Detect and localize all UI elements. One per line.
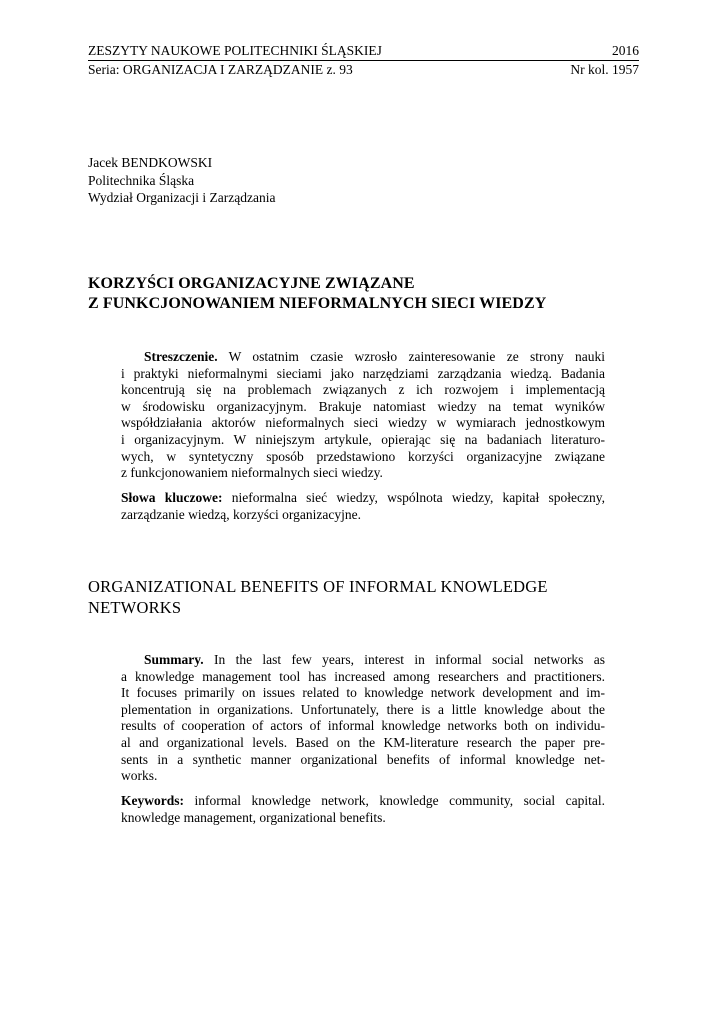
abstract-english — [121, 652, 605, 785]
keywords-english-line: Keywords: informal knowledge network, knowledge community, social capital. — [121, 793, 605, 808]
keywords-english — [121, 793, 605, 826]
journal-header — [88, 43, 639, 78]
journal-series: Seria: ORGANIZACJA I ZARZĄDZANIE z. 93 — [88, 62, 353, 77]
title-english-line-1: ORGANIZATIONAL BENEFITS OF INFORMAL KNOWLEDGE — [88, 577, 548, 596]
abstract-polish-line: z funkcjonowaniem nieformalnych sieci wiedzy. — [121, 465, 383, 481]
abstract-english-label: Summary. — [144, 652, 204, 667]
abstract-english-line: Summary. In the last few years, interest in informal social networks as — [144, 652, 605, 667]
abstract-english-line: It focuses primarily on issues related to knowledge network development and im- — [121, 685, 605, 701]
title-english-line-2: NETWORKS — [88, 598, 182, 617]
abstract-polish-label: Streszczenie. — [144, 349, 218, 364]
header-row-series — [88, 62, 639, 78]
abstract-polish-line: koncentrują się na problemach związanych z ich rozwojem i implementacją — [121, 382, 605, 398]
journal-issue: Nr kol. 1957 — [570, 62, 639, 77]
abstract-english-line: a knowledge management tool has increased among researchers and practitioners. — [121, 668, 605, 684]
author-institution: Politechnika Śląska — [88, 172, 195, 188]
abstract-polish-line: Streszczenie. W ostatnim czasie wzrosło zainteresowanie ze strony nauki — [144, 349, 605, 364]
abstract-polish-line: i organizacyjnym. W niniejszym artykule, opierając się na badaniach literaturo- — [121, 431, 605, 447]
keywords-english-line: knowledge management, organizational benefits. — [121, 809, 386, 825]
abstract-english-line: al and organizational levels. Based on the KM-literature research the paper pre- — [121, 734, 605, 750]
header-row-journal — [88, 43, 639, 59]
abstract-english-line: sents in a synthetic manner organizational benefits of informal knowledge net- — [121, 751, 605, 767]
abstract-english-line: plementation in organizations. Unfortunately, there is a little knowledge about the — [121, 701, 605, 717]
abstract-polish-line: w środowisku organizacyjnym. Brakuje natomiast wiedzy na temat wyników — [121, 398, 605, 414]
journal-year: 2016 — [612, 43, 639, 58]
abstract-polish — [121, 349, 605, 482]
paper-page — [88, 0, 639, 1024]
abstract-polish-line: współdziałania aktorów nieformalnych sieci wiedzy w wymiarach jednostkowym — [121, 415, 605, 431]
title-polish-line-2: Z FUNKCJONOWANIEM NIEFORMALNYCH SIECI WIEDZY — [88, 295, 547, 312]
abstract-polish-line: i praktyki nieformalnymi sieciami jako narzędziami zarządzania wiedzą. Badania — [121, 365, 605, 381]
keywords-polish-line: zarządzanie wiedzą, korzyści organizacyjne. — [121, 506, 361, 522]
author-block — [88, 154, 275, 207]
abstract-english-line: works. — [121, 768, 158, 784]
title-polish-line-1: KORZYŚCI ORGANIZACYJNE ZWIĄZANE — [88, 275, 415, 292]
keywords-polish — [121, 490, 605, 523]
abstract-english-line: results of cooperation of actors of informal knowledge networks both on individu- — [121, 718, 605, 734]
author-name: Jacek BENDKOWSKI — [88, 155, 213, 170]
journal-name: ZESZYTY NAUKOWE POLITECHNIKI ŚLĄSKIEJ — [88, 43, 382, 58]
header-rule — [88, 60, 639, 61]
keywords-polish-line: Słowa kluczowe: nieformalna sieć wiedzy, wspólnota wiedzy, kapitał społeczny, — [121, 490, 605, 505]
keywords-polish-label: Słowa kluczowe: — [121, 490, 223, 505]
author-faculty: Wydział Organizacji i Zarządzania — [88, 190, 276, 205]
title-polish — [88, 274, 639, 314]
abstract-polish-line: wych, w syntetyczny sposób przedstawiono korzyści organizacyjne związane — [121, 448, 605, 464]
keywords-english-label: Keywords: — [121, 793, 184, 808]
title-english — [88, 576, 639, 618]
